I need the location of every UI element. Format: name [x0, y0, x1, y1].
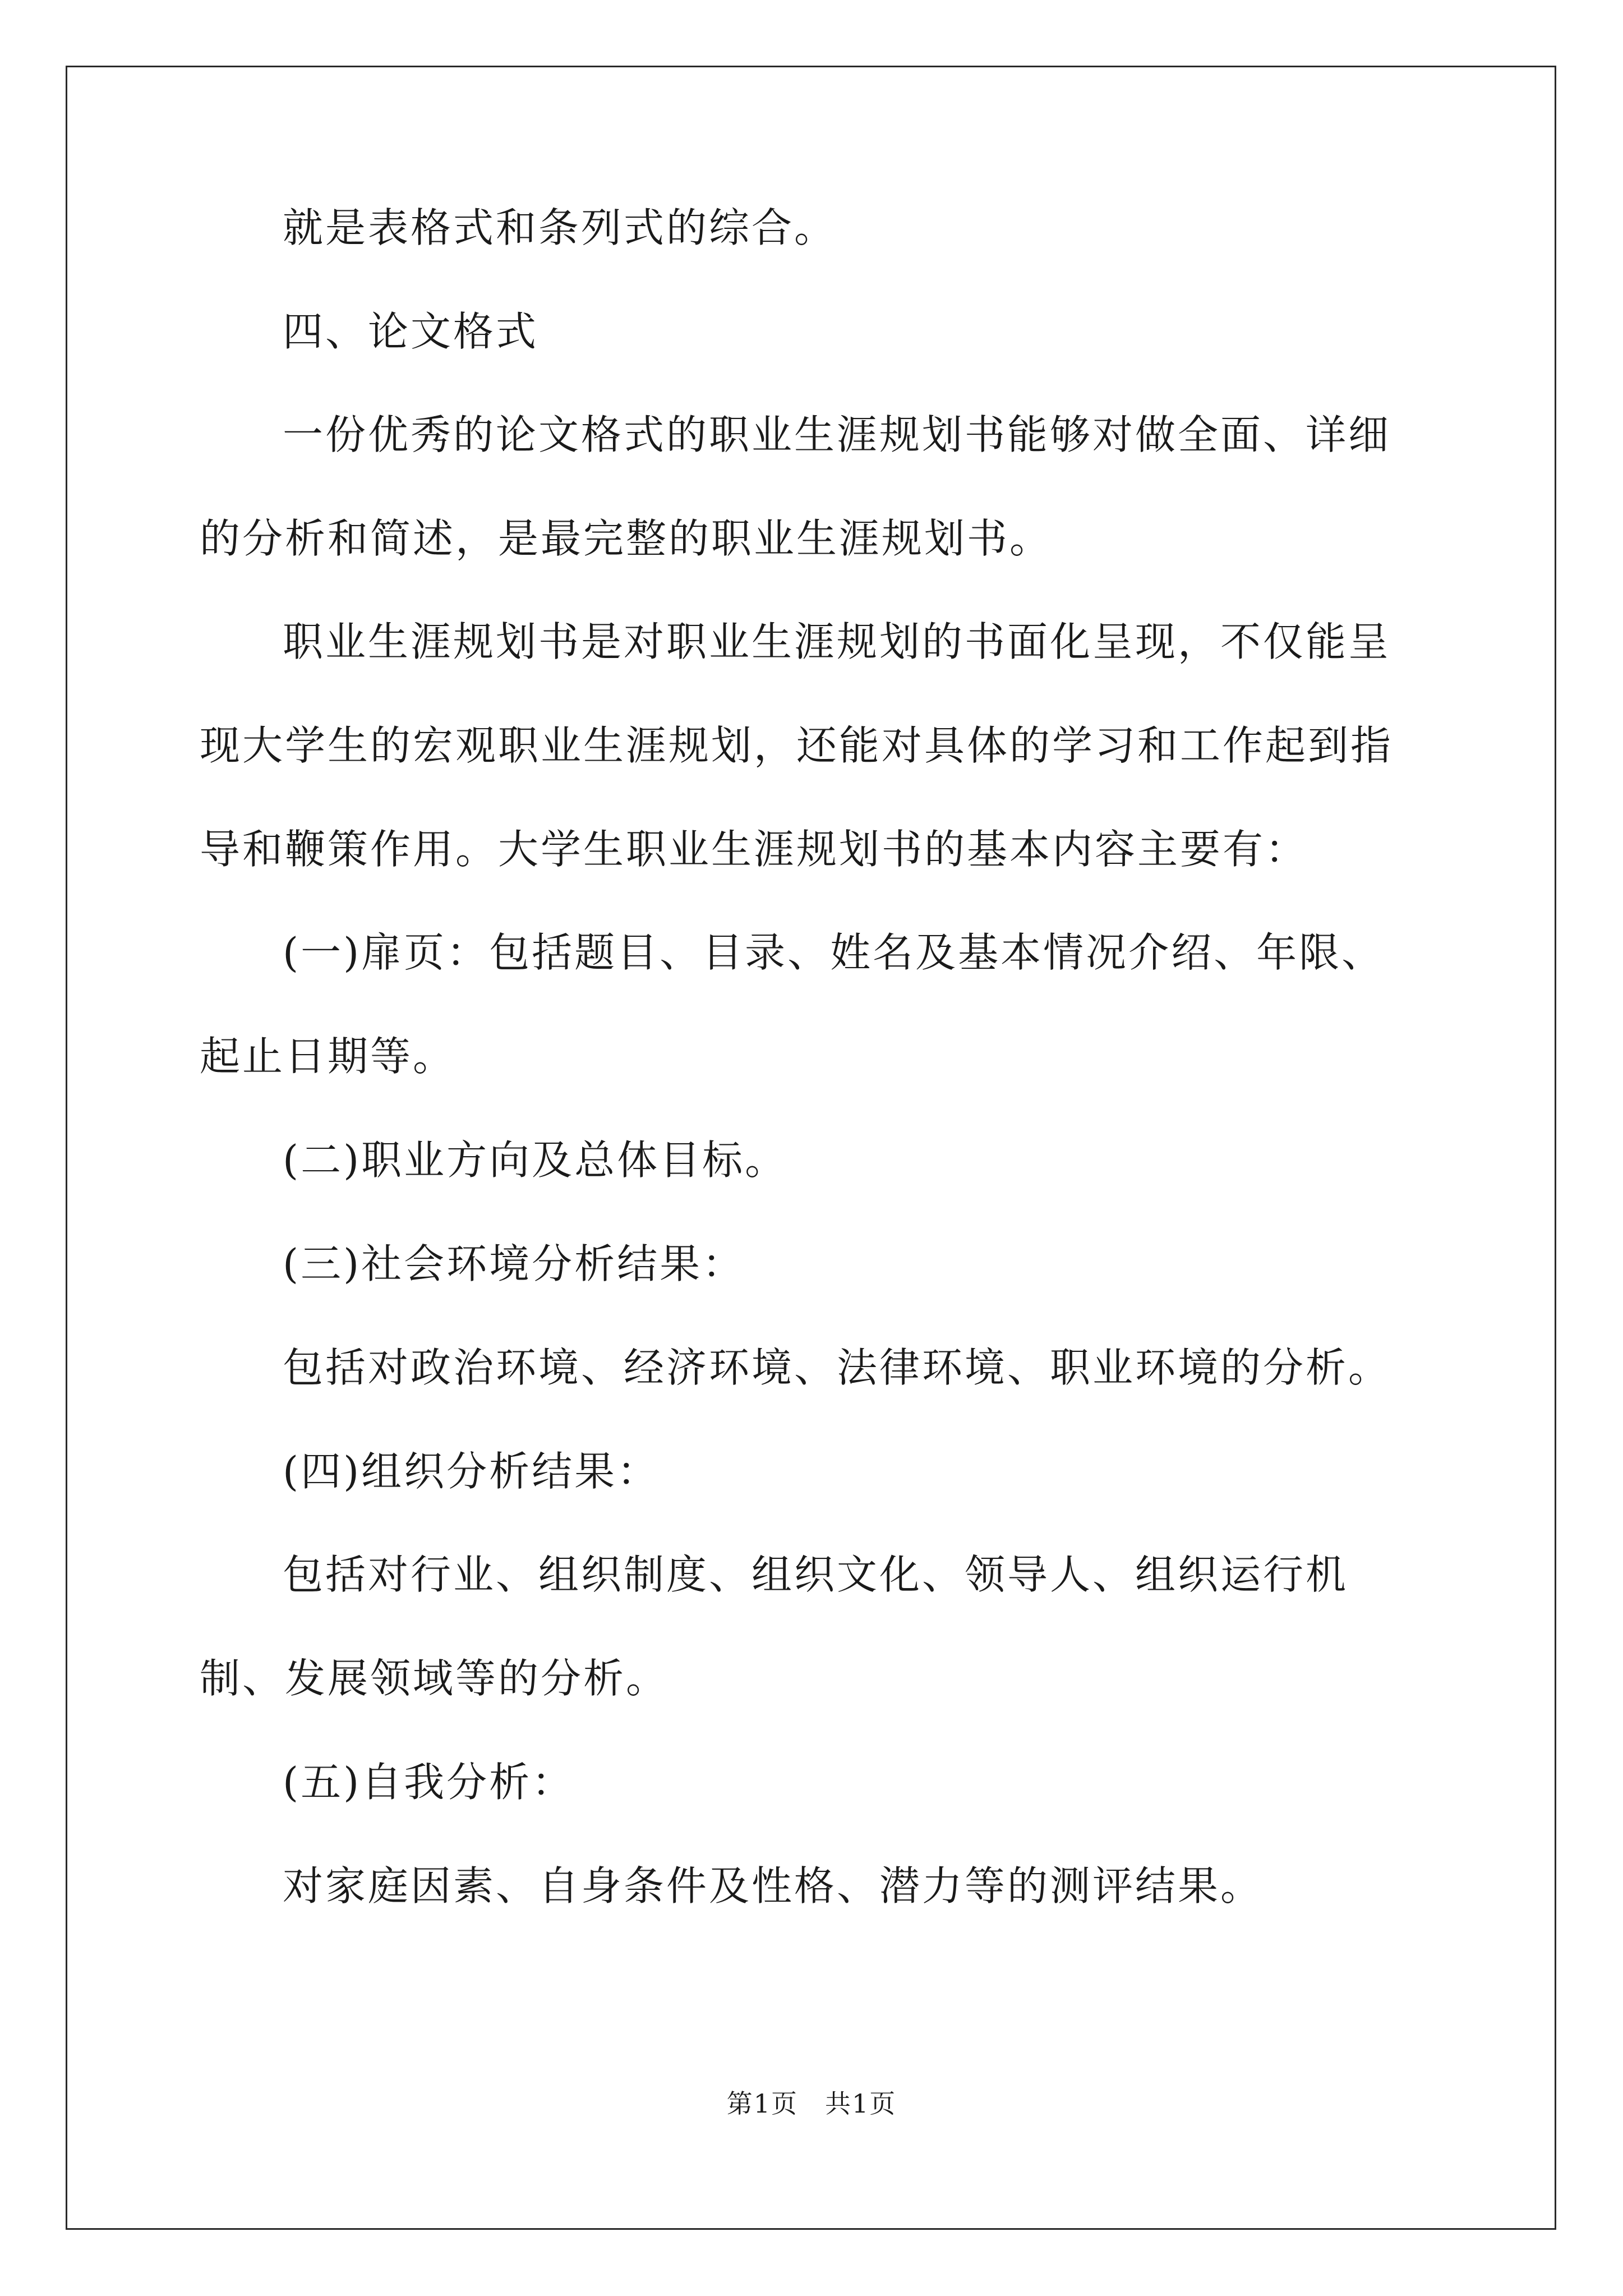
document-body [200, 204, 1422, 1970]
paragraph: 对家庭因素、自身条件及性格、潜力等的测评结果。 [283, 1862, 1264, 1910]
page-indicator: 第1页 共1页 [726, 2088, 897, 2119]
paragraph: 包括对行业、组织制度、组织文化、领导人、组织运行机制、发展领域等的分析。 [200, 1551, 1349, 1702]
paragraph: 职业生涯规划书是对职业生涯规划的书面化呈现，不仅能呈现大学生的宏观职业生涯规划，还能对具体的学习和工作起到指导和鞭策作用。大学生职业生涯规划书的基本内容主要有： [200, 618, 1394, 873]
list-item: (三)社会环境分析结果： [283, 1240, 745, 1287]
list-item: (五)自我分析： [283, 1759, 575, 1806]
paragraph: 一份优秀的论文格式的职业生涯规划书能够对做全面、详细的分析和简述，是最完整的职业生涯规划书。 [200, 411, 1391, 562]
paragraph: 包括对政治环境、经济环境、法律环境、职业环境的分析。 [283, 1344, 1391, 1391]
section-heading: 四、论文格式 [283, 308, 539, 355]
list-item: (二)职业方向及总体目标。 [283, 1137, 788, 1184]
list-item: (一)扉页：包括题目、目录、姓名及基本情况介绍、年限、起止日期等。 [200, 929, 1385, 1080]
paragraph: 就是表格式和条列式的综合。 [283, 204, 837, 251]
list-item: (四)组织分析结果： [283, 1448, 660, 1495]
